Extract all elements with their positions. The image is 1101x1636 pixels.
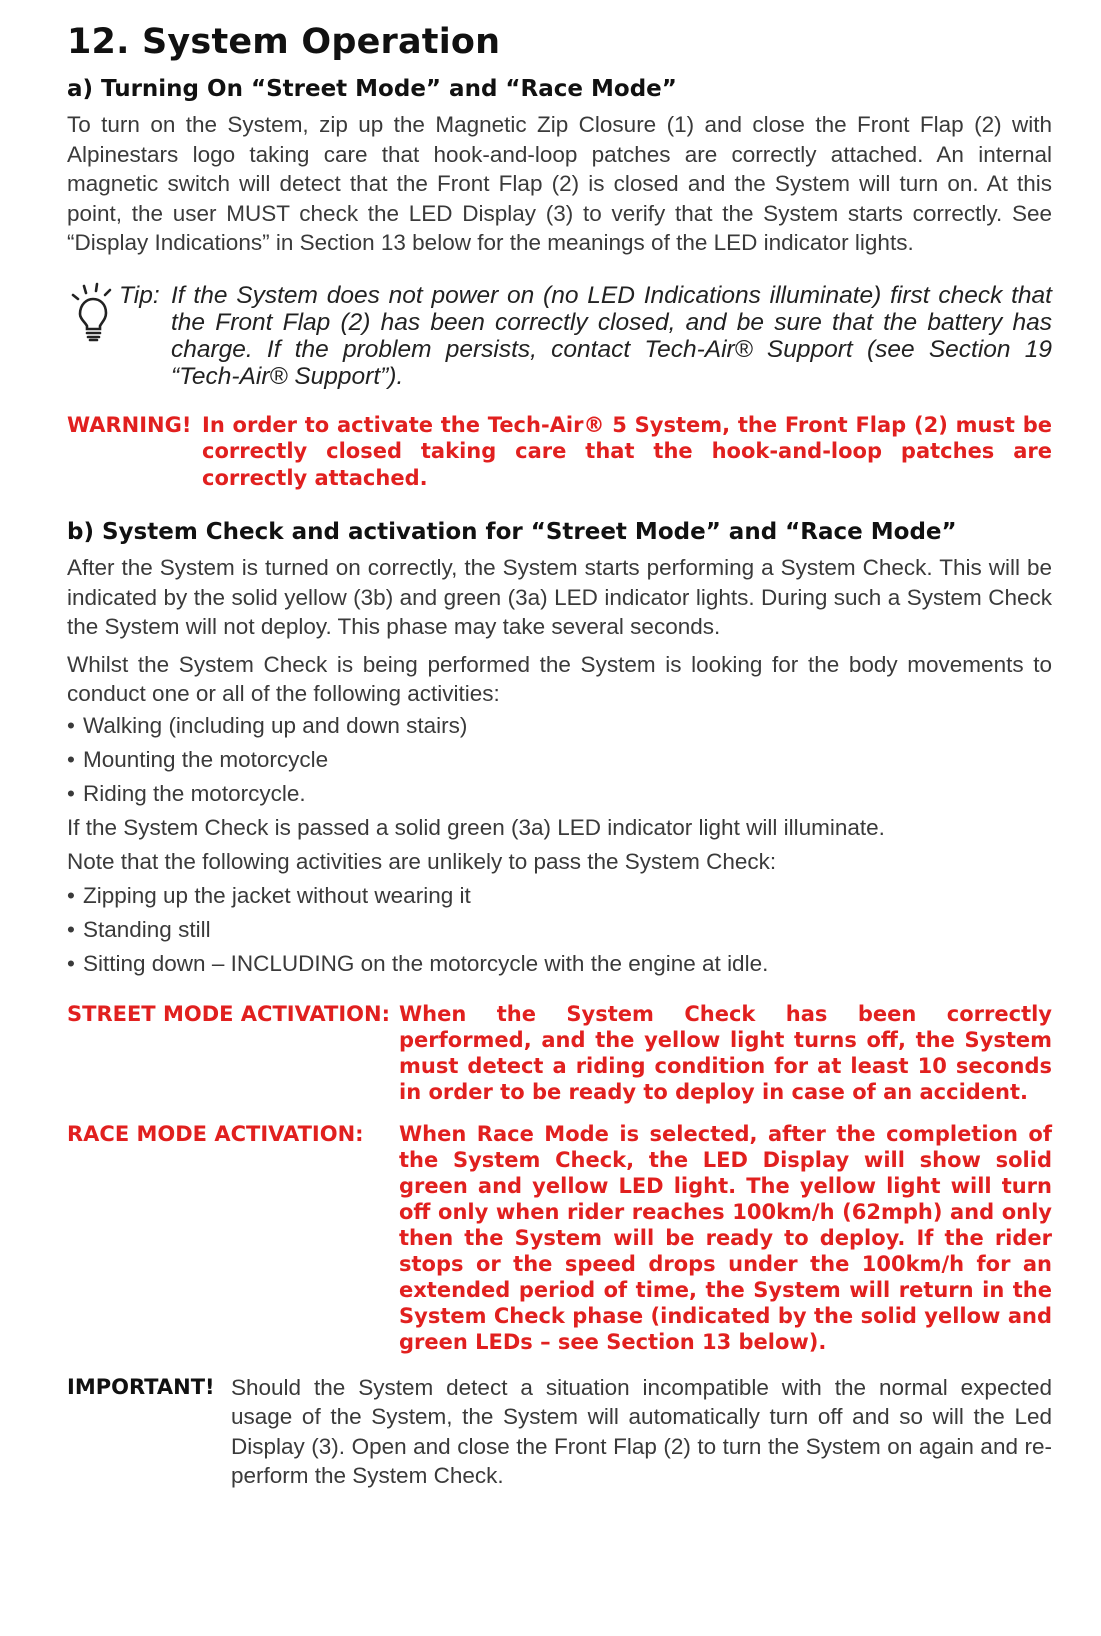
warning-label: WARNING! — [67, 412, 192, 437]
system-check-paragraph-2: Whilst the System Check is being performed the System is looking for the body movements to conduct one or all of the following activities: — [67, 651, 1052, 706]
warning-block — [67, 412, 1052, 492]
tip-box — [67, 282, 1052, 390]
tip-text: If the System does not power on (no LED Indications illuminate) first check that the Front Flap (2) has been correctly closed, and be sure that the battery has charge. If the problem persists, contact Tech-Air® Support (see Section 19 “Tech-Air® Support”). — [171, 281, 1052, 390]
list-item: • Zipping up the jacket without wearing it — [67, 882, 471, 908]
list-item: • Mounting the motorcycle — [67, 746, 329, 772]
lightbulb-icon — [67, 282, 119, 342]
list-item: • Riding the motorcycle. — [67, 780, 306, 806]
race-mode-text: When Race Mode is selected, after the completion of the System Check, the LED Display will show solid green and yellow LED light. The yellow light will turn off only when rider reaches 100km/h (62mph) and only then the System will be ready to deploy. If the rider stops or the speed drops under the 100km/h for an extended period of time, the System will return in the System Check phase (indicated by the solid yellow and green LEDs – see Section 13 below). — [399, 1121, 1052, 1354]
important-label: IMPORTANT! — [67, 1374, 215, 1399]
important-text: Should the System detect a situation incompatible with the normal expected usage of the System, the System will automatically turn off and so will the Led Display (3). Open and close the Front Flap (2) to turn the System on again and re- perform the System Check. — [231, 1374, 1052, 1488]
section-title: 12. System Operation — [67, 22, 501, 62]
list-item: • Sitting down – INCLUDING on the motorcycle with the engine at idle. — [67, 950, 769, 976]
unlikely-list — [67, 879, 1052, 981]
street-mode-block — [67, 1001, 1052, 1105]
activities-list — [67, 709, 1052, 811]
turning-on-paragraph: To turn on the System, zip up the Magnetic Zip Closure (1) and close the Front Flap (2) with Alpinestars logo taking care that hook-and-loop patches are correctly attached. An internal magnetic switch will detect that the Front Flap (2) is closed and the System will turn on. At this point, the user MUST check the LED Display (3) to verify that the System starts correctly. See “Display Indications” in Section 13 below for the meanings of the LED indicator lights. — [67, 112, 1052, 255]
subheading-system-check: b) System Check and activation for “Street Mode” and “Race Mode” — [67, 519, 957, 545]
important-block — [67, 1373, 1052, 1491]
warning-text: In order to activate the Tech-Air® 5 System, the Front Flap (2) must be correctly closed taking care that the hook-and-loop patches are correctly attached. — [202, 412, 1052, 490]
unlikely-intro-text: Note that the following activities are unlikely to pass the System Check: — [67, 848, 777, 874]
race-mode-label: RACE MODE ACTIVATION: — [67, 1121, 364, 1146]
subheading-turning-on: a) Turning On “Street Mode” and “Race Mode” — [67, 76, 677, 102]
street-mode-label: STREET MODE ACTIVATION: — [67, 1001, 390, 1026]
system-check-paragraph-1: After the System is turned on correctly, the System starts performing a System Check. This will be indicated by the solid yellow (3b) and green (3a) LED indicator lights. During such a System Check the System will not deploy. This phase may take several seconds. — [67, 555, 1052, 639]
tip-label: Tip: — [119, 281, 160, 309]
system-check-passed-text: If the System Check is passed a solid green (3a) LED indicator light will illuminate. — [67, 814, 885, 840]
document-page — [67, 22, 1052, 1491]
list-item: • Walking (including up and down stairs) — [67, 712, 468, 738]
race-mode-block — [67, 1121, 1052, 1355]
street-mode-text: When the System Check has been correctly performed, and the yellow light turns off, the System must detect a riding condition for at least 10 seconds in order to be ready to deploy in case of an accident. — [399, 1001, 1052, 1104]
list-item: • Standing still — [67, 916, 211, 942]
